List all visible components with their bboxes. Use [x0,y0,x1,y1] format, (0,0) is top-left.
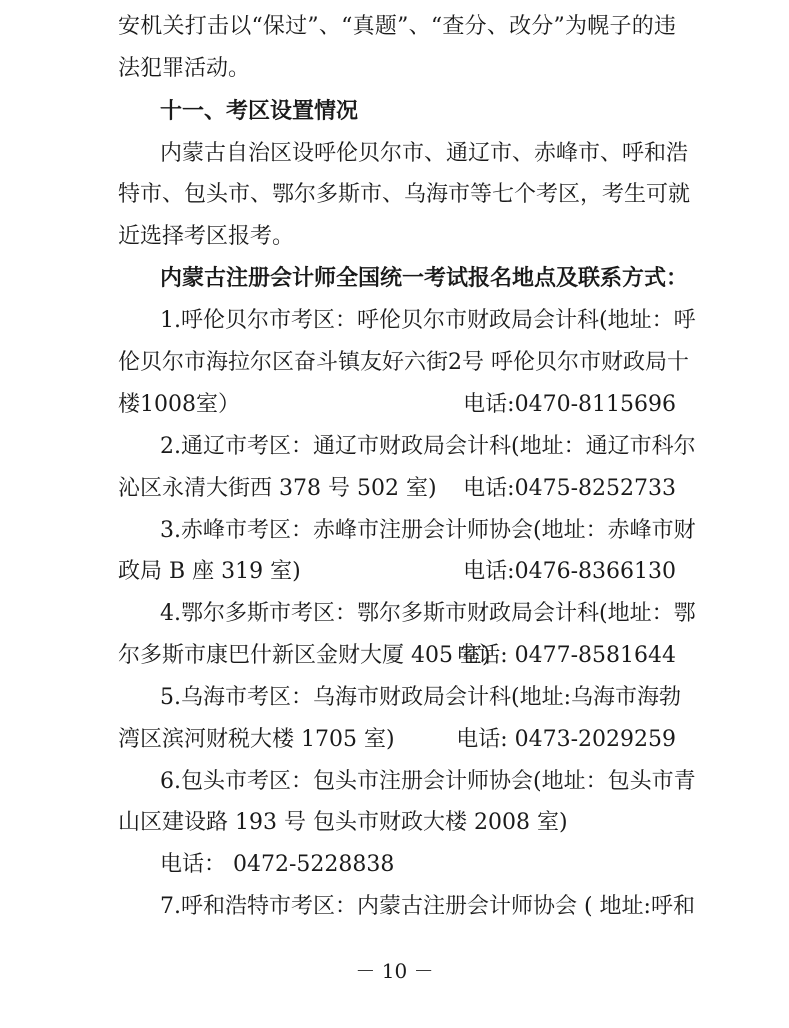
paragraph-line: 法犯罪活动。 [118,56,251,81]
address-text: 尔多斯市康巴什新区金财大厦 405 室) [118,643,491,668]
paragraph-line: 6.包头市考区：包头市注册会计师协会(地址：包头市青 [160,769,696,794]
phone-number: 电话: 0477-8581644 [456,643,676,668]
address-line [118,386,676,424]
address-line [118,470,676,508]
section-heading: 十一、考区设置情况 [160,99,359,124]
address-text: 政局 B 座 319 室) [118,559,301,584]
phone-number: 电话: 0473-2029259 [456,727,676,752]
paragraph-line: 1.呼伦贝尔市考区：呼伦贝尔市财政局会计科(地址：呼 [160,308,696,333]
paragraph-line: 近选择考区报考。 [118,224,295,249]
address-line [118,553,676,591]
paragraph-line: 4.鄂尔多斯市考区：鄂尔多斯市财政局会计科(地址：鄂 [160,601,696,626]
phone-number: 电话:0475-8252733 [463,476,676,501]
paragraph-line: 3.赤峰市考区：赤峰市注册会计师协会(地址：赤峰市财 [160,518,696,543]
address-text: 楼1008室） [118,392,240,417]
address-text: 湾区滨河财税大楼 1705 室) [118,727,395,752]
address-line [118,637,676,675]
subsection-heading: 内蒙古注册会计师全国统一考试报名地点及联系方式： [160,266,689,291]
paragraph-line: 山区建设路 193 号 包头市财政大楼 2008 室) [118,810,568,835]
phone-line: 电话： 0472-5228838 [160,852,395,877]
paragraph-line: 内蒙古自治区设呼伦贝尔市、通辽市、赤峰市、呼和浩 [160,141,689,166]
paragraph-line: 2.通辽市考区：通辽市财政局会计科(地址：通辽市科尔 [160,434,696,459]
paragraph-line: 安机关打击以“保过”、“真题”、“查分、改分”为幌子的违 [118,14,676,39]
paragraph-line: 5.乌海市考区：乌海市财政局会计科(地址:乌海市海勃 [160,685,681,710]
address-text: 沁区永清大街西 378 号 502 室) [118,476,437,501]
paragraph-line: 7.呼和浩特市考区：内蒙古注册会计师协会 ( 地址:呼和 [160,894,695,919]
page-number: － 10 － [355,959,434,983]
address-line [118,721,676,759]
paragraph-line: 伦贝尔市海拉尔区奋斗镇友好六街2号 呼伦贝尔市财政局十 [118,350,689,375]
phone-number: 电话:0470-8115696 [463,392,676,417]
phone-number: 电话:0476-8366130 [463,559,676,584]
paragraph-line: 特市、包头市、鄂尔多斯市、乌海市等七个考区，考生可就 [118,182,691,207]
